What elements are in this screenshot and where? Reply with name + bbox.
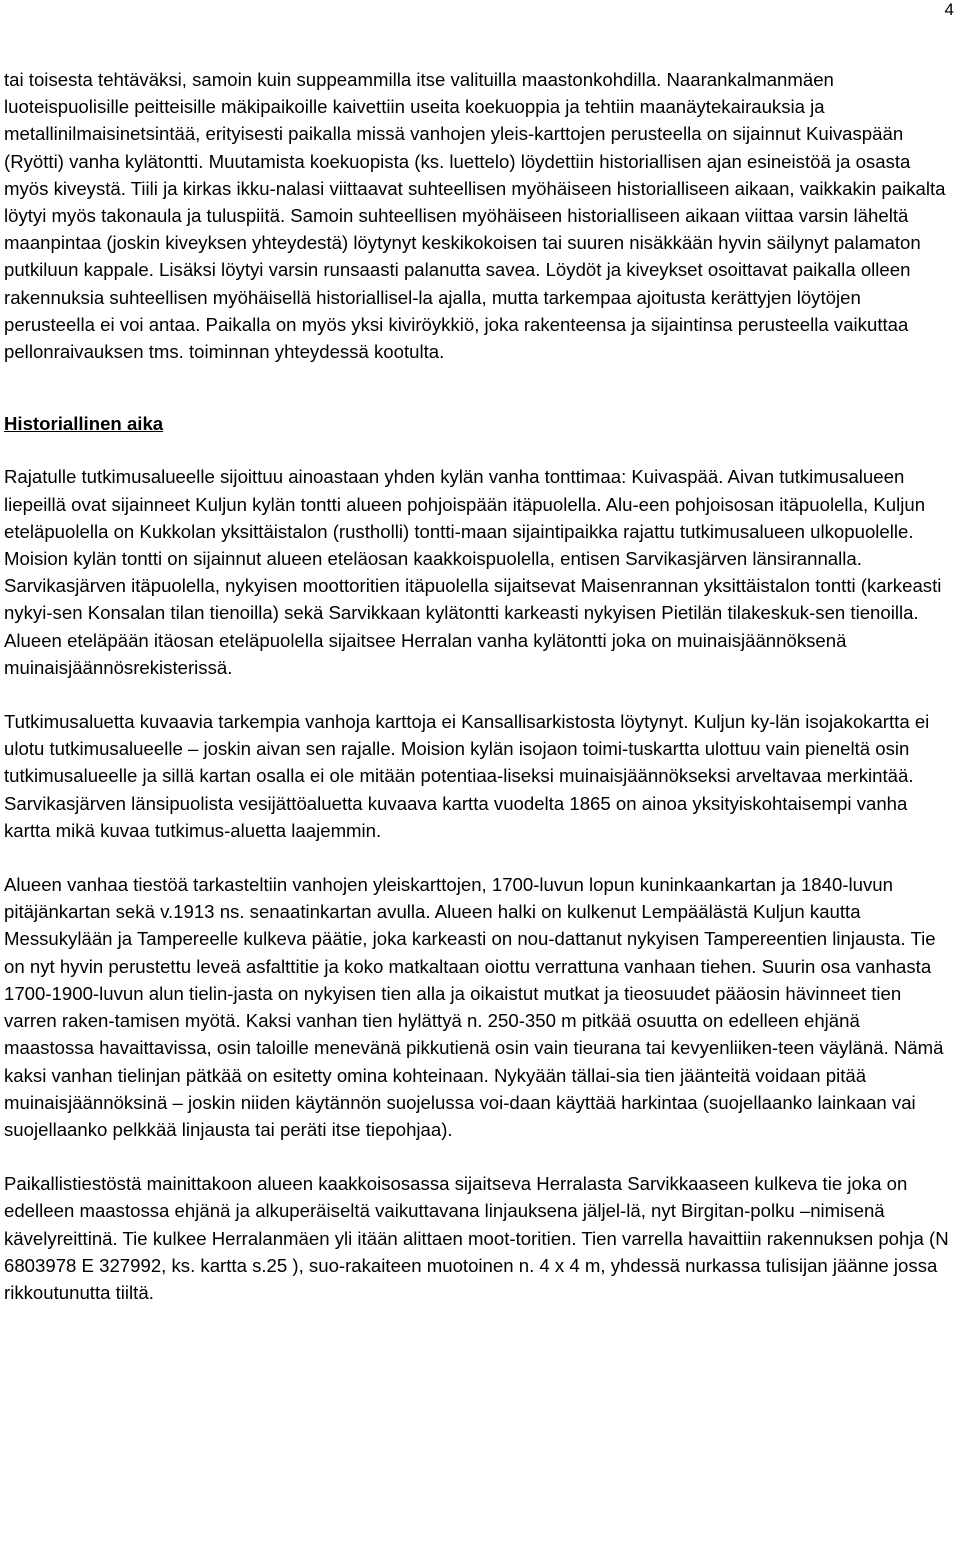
paragraph-intro-findings: tai toisesta tehtäväksi, samoin kuin suppeammilla itse valituilla maastonkohdilla. Naarankalmanmäen luoteispuolisille peitteisille mäkipaikoille kaivettiin useita koekuoppia ja tehtiin maanäytekairauksia ja metallinilmaisinetsintää, erityisesti paikalla missä vanhojen yleis-karttojen perusteella on sijainnut Kuivaspään (Ryötti) vanha kylätontti. Muutamista koekuopista (ks. luettelo) löydettiin historiallisen ajan esineistöä ja osasta myös kiveystä. Tiili ja kirkas ikku-nalasi viittaavat suhteellisen myöhäiseen historialliseen aikaan, vaikkakin paikalta löytyi myös takonaula ja tuluspiitä. Samoin suhteellisen myöhäiseen historialliseen aikaan viittaa varsin läheltä maanpintaa (joskin kiveyksen yhteydestä) löytynyt keskikokoisen tai suuren nisäkkään hyvin säilynyt palamaton putkiluun kappale. Lisäksi löytyi varsin runsaasti palanutta savea. Löydöt ja kiveykset osoittavat paikalla olleen rakennuksia suhteellisen myöhäisellä historiallisel-la ajalla, mutta tarkempaa ajoitusta kerättyjen löytöjen perusteella ei voi antaa. Paikalla on myös yksi kiviröykkiö, joka rakenteensa ja sijaintinsa perusteella vaikuttaa pellonraivauksen tms. toiminnan yhteydessä kootulta. (4, 69, 946, 363)
document-body (4, 66, 954, 1306)
paragraph-old-roads: Alueen vanhaa tiestöä tarkasteltiin vanhojen yleiskarttojen, 1700-luvun lopun kuninkaankartan ja 1840-luvun pitäjänkartan sekä v.1913 ns. senaatinkartan avulla. Alueen halki on kulkenut Lempäälästä Kuljun kautta Messukylään ja Tampereelle kulkeva päätie, joka karkeasti on nou-dattanut nykyisen Tampereentien linjausta. Tie on nyt hyvin perustettu leveä asfalttitie ja koko matkaltaan oiottu verrattuna vanhaan tiehen. Suurin osa vanhasta 1700-1900-luvun alun tielin-jasta on nykyisen tien alla ja oikaistut mutkat ja tieosuudet pääosin hävinneet tien varren raken-tamisen myötä. Kaksi vanhan tien hylättyä n. 250-350 m pitkää osuutta on edelleen ehjänä maastossa havaittavissa, osin taloille menevänä pikkutienä osin vain tieurana tai kevyenliiken-teen väylänä. Nämä kaksi vanhan tielinjan pätkää on esitetty omina kohteinaan. Nykyään tällai-sia tien jäänteitä voidaan pitää muinaisjäännöksinä – joskin niiden käytännön suojelussa voi-daan käyttää harkintaa (suojellaanko lainkaan vai suojellaanko pelkkää linjausta tai peräti itse tiepohjaa). (4, 874, 944, 1140)
page-number: 4 (944, 0, 954, 19)
paragraph-old-maps: Tutkimusaluetta kuvaavia tarkempia vanhoja karttoja ei Kansallisarkistosta löytynyt. Kuljun ky-län isojakokartta ei ulotu tutkimusalueelle – joskin aivan sen rajalle. Moision kylän isojaon toimi-tuskartta ulottuu vain pieneltä osin tutkimusalueelle ja sillä kartan osalla ei ole mitään potentiaa-liseksi muinaisjäännökseksi arveltavaa merkintää. Sarvikasjärven länsipuolista vesijättöaluetta kuvaava kartta vuodelta 1865 on ainoa yksityiskohtaisempi vanha kartta mikä kuvaa tutkimus-aluetta laajemmin. (4, 711, 930, 841)
paragraph-village-sites: Rajatulle tutkimusalueelle sijoittuu ainoastaan yhden kylän vanha tonttimaa: Kuivaspää. Aivan tutkimusalueen liepeillä ovat sijainneet Kuljun kylän tontti alueen pohjoispään itäpuolella. Alu-een pohjoisosan itäpuolella, Kuljun eteläpuolella on Kukkolan yksittäistalon (rustholli) tontti-maan sijaintipaikka rajattu tutkimusalueen ulkopuolelle. Moision kylän tontti on sijainnut alueen eteläosan kaakkoispuolella, entisen Sarvikasjärven länsirannalla. Sarvikasjärven itäpuolella, nykyisen moottoritien itäpuolella sijaitsevat Maisenrannan yksittäistalon tontti (karkeasti nykyi-sen Konsalan tilan tienoilla) sekä Sarvikkaan kylätontti karkeasti nykyisen Pietilän tilakeskuk-sen tienoilla. Alueen eteläpään itäosan eteläpuolella sijaitsee Herralan vanha kylätontti joka on muinaisjäännöksenä muinaisjäännösrekisterissä. (4, 466, 942, 678)
paragraph-local-roads: Paikallistiestöstä mainittakoon alueen kaakkoisosassa sijaitseva Herralasta Sarvikkaaseen kulkeva tie joka on edelleen maastossa ehjänä ja alkuperäiseltä vaikuttavana linjauksena jäljel-lä, nyt Birgitan-polku –nimisenä kävelyreittinä. Tie kulkee Herralanmäen yli itään alittaen moot-toritien. Tien varrella havaittiin rakennuksen pohja (N 6803978 E 327992, ks. kartta s.25 ), suo-rakaiteen muotoinen n. 4 x 4 m, yhdessä nurkassa tulisijan jäänne jossa rikkoutunutta tiiltä. (4, 1173, 949, 1303)
section-heading-historiallinen-aika: Historiallinen aika (4, 413, 164, 435)
